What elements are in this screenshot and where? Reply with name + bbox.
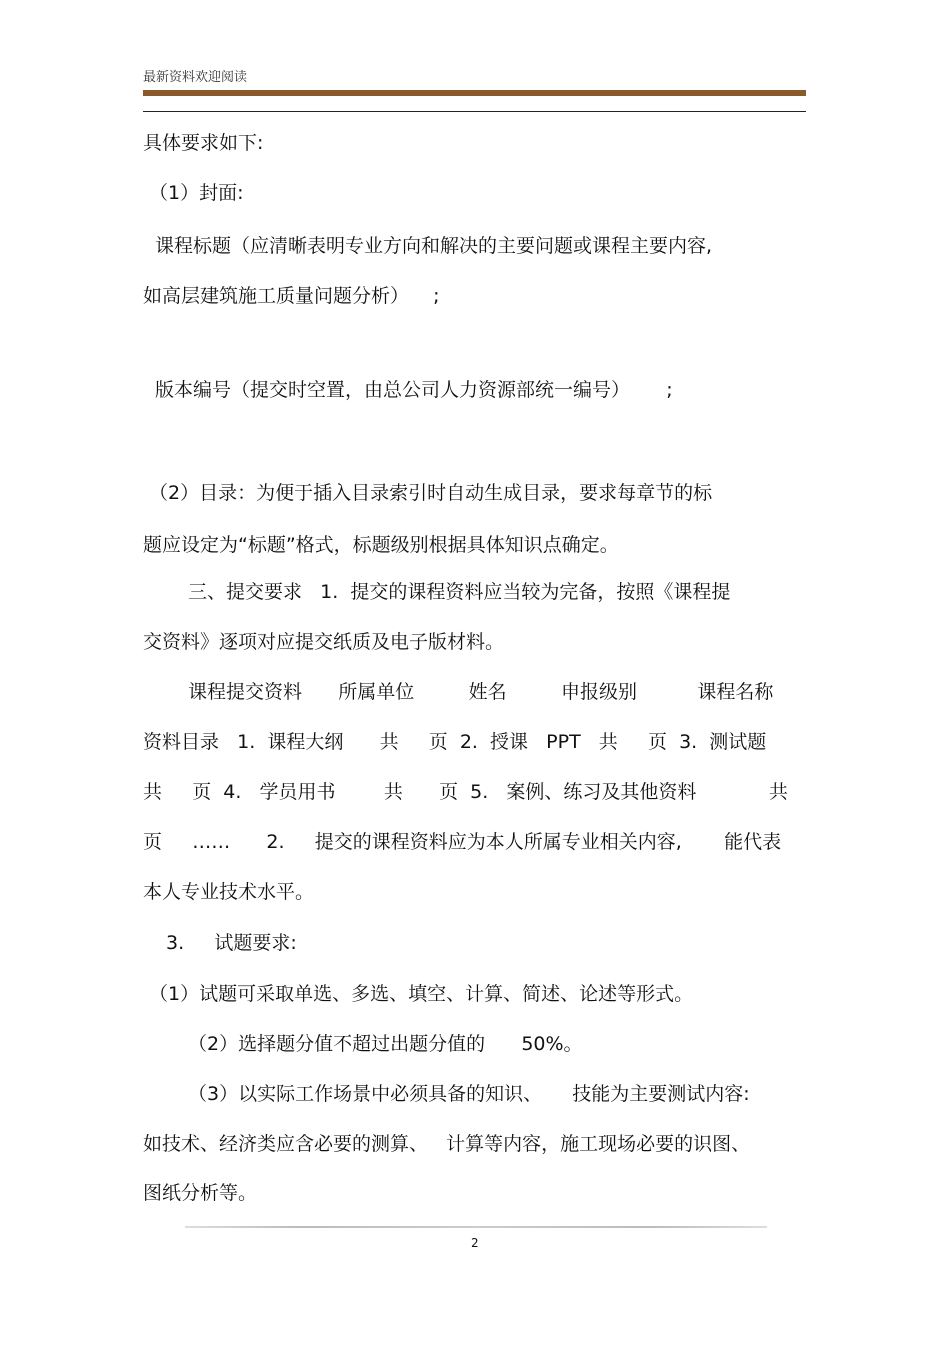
body-line: （1）试题可采取单选、多选、填空、计算、简述、论述等形式。 xyxy=(149,983,694,1005)
body-line: （1）封面: xyxy=(149,182,244,204)
body-line: 交资料》逐项对应提交纸质及电子版材料。 xyxy=(143,631,505,653)
page-number: 2 xyxy=(471,1236,479,1250)
body-line: 本人专业技术水平。 xyxy=(143,881,315,903)
header-rule-thick xyxy=(143,90,806,96)
body-line: 共 页 4. 学员用书 共 页 5. 案例、练习及其他资料 共 xyxy=(143,781,788,803)
body-line: 如高层建筑施工质量问题分析） ; xyxy=(143,285,440,307)
body-line: 三、提交要求 1. 提交的课程资料应当较为完备，按照《课程提 xyxy=(188,581,731,603)
body-line: 课程标题（应清晰表明专业方向和解决的主要问题或课程主要内容, xyxy=(155,235,713,257)
body-line: 课程提交资料 所属单位 姓名 申报级别 课程名称 xyxy=(188,681,774,703)
body-line: 题应设定为“标题”格式，标题级别根据具体知识点确定。 xyxy=(143,534,619,556)
body-line: 如技术、经济类应含必要的测算、 计算等内容，施工现场必要的识图、 xyxy=(143,1133,751,1155)
body-line: 图纸分析等。 xyxy=(143,1182,258,1204)
body-line: 具体要求如下: xyxy=(143,132,264,154)
body-line: （3）以实际工作场景中必须具备的知识、 技能为主要测试内容: xyxy=(188,1083,750,1105)
body-line: （2）目录：为便于插入目录索引时自动生成目录，要求每章节的标 xyxy=(149,482,713,504)
body-line: （2）选择题分值不超过出题分值的 50%。 xyxy=(188,1033,583,1055)
running-header: 最新资料欢迎阅读 xyxy=(143,70,248,85)
body-line: 页 …… 2. 提交的课程资料应为本人所属专业相关内容, 能代表 xyxy=(143,831,782,853)
body-line: 资料目录 1. 课程大纲 共 页 2. 授课 PPT 共 页 3. 测试题 xyxy=(143,731,767,753)
body-line: 版本编号（提交时空置，由总公司人力资源部统一编号） ; xyxy=(155,379,673,401)
body-line: 3. 试题要求: xyxy=(166,932,297,954)
header-rule-thin xyxy=(143,111,806,112)
footer-rule xyxy=(185,1226,767,1228)
